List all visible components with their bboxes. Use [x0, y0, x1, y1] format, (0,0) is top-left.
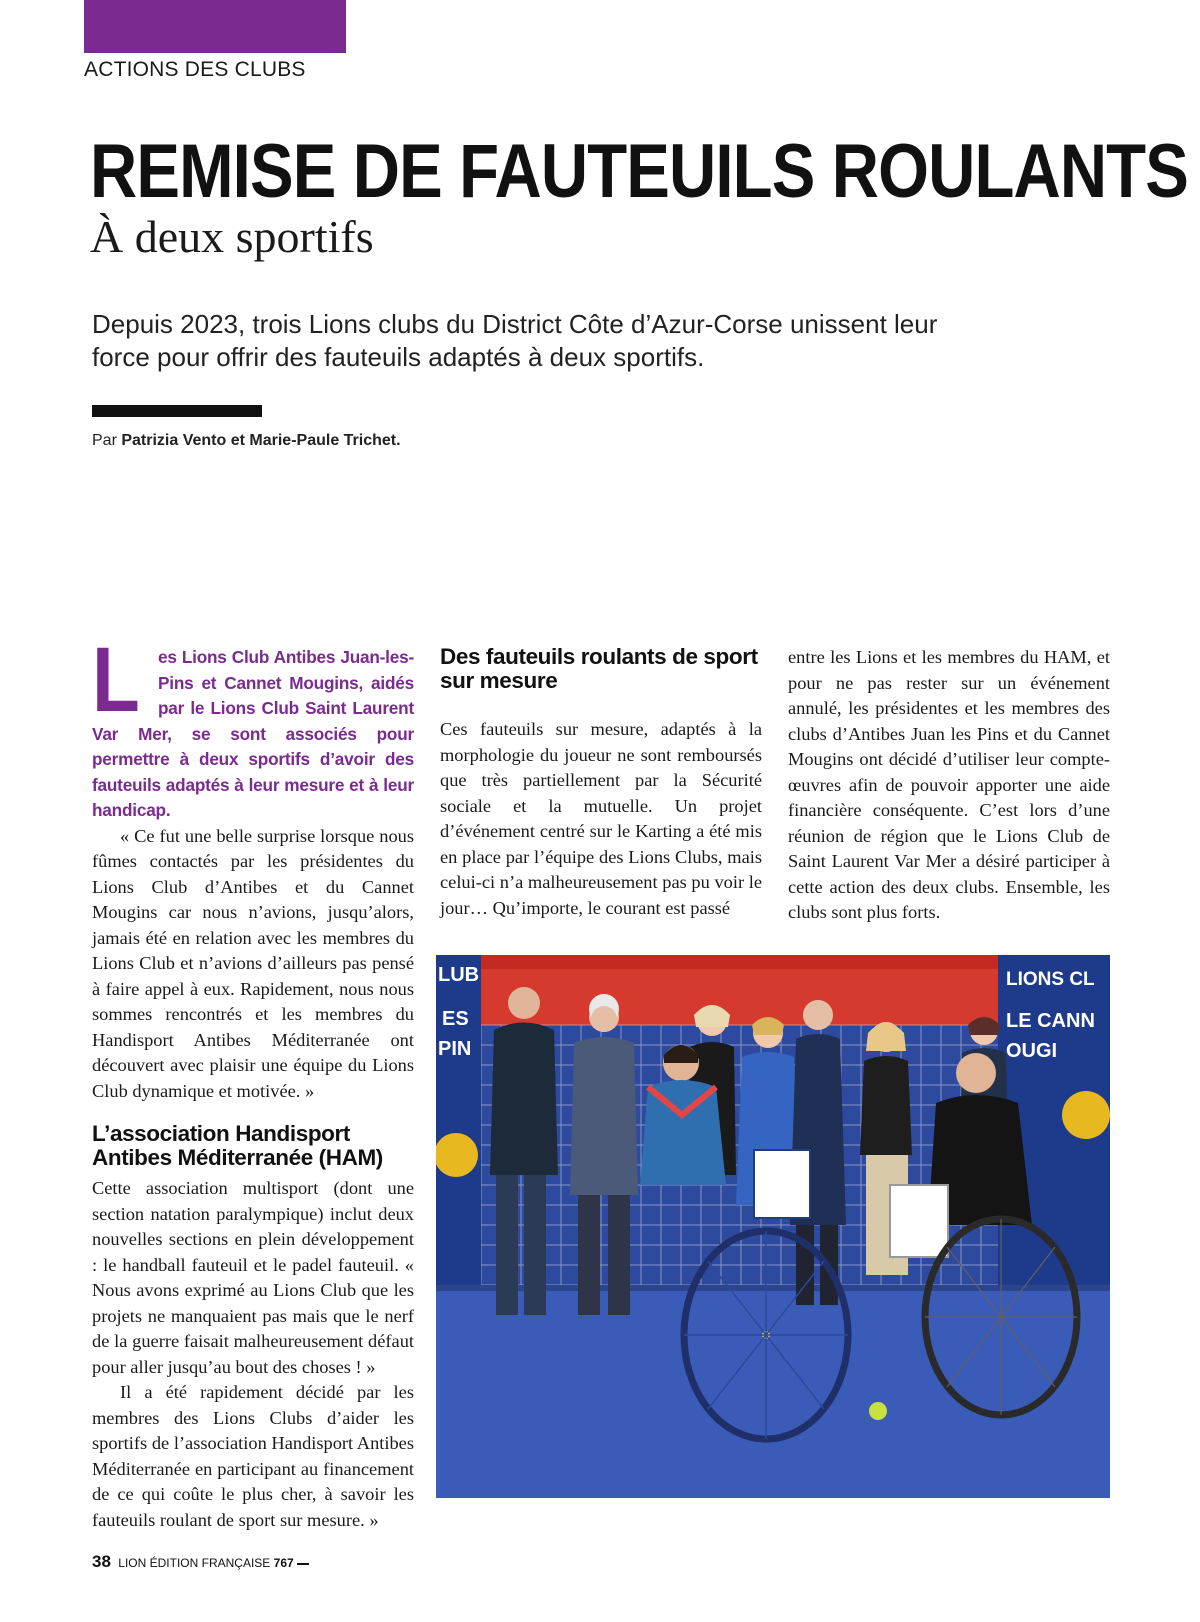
- body-paragraph: Ces fauteuils sur mesure, adaptés à la morphologie du joueur ne sont remboursés que très partiellement par la Sécurité sociale et la mutuelle. Un projet d’événement centré sur le Karting a été mis en place par l’équipe des Lions Clubs, mais celui-ci n’a malheureusement pas pu voir le jour… Qu’importe, le courant est passé: [440, 719, 762, 918]
- lions-emblem-icon: [436, 1133, 478, 1177]
- byline-authors: Patrizia Vento et Marie-Paule Trichet.: [121, 432, 401, 449]
- subheading-fauteuils: Des fauteuils roulants de sport sur mesure: [440, 644, 758, 693]
- banner-right-line-3: OUGI: [1006, 1040, 1058, 1062]
- pennant-icon: [754, 1150, 810, 1218]
- column-3: [788, 645, 1110, 926]
- article-lead: Depuis 2023, trois Lions clubs du District Côte d’Azur-Corse unissent leur force pour offrir des fauteuils adaptés à deux sportifs.: [92, 309, 938, 372]
- drop-cap: L: [92, 629, 140, 731]
- body-paragraph: « Ce fut une belle surprise lorsque nous fûmes contactés par les présidentes du Lions Club d’Antibes et du Cannet Mougins car nous n’avions, jusqu’alors, jamais été en relation avec les membres du Lions Club et n’avions d’ailleurs pas pensé à faire appel à eux. Rapidement, nous nous sommes rencontrés et les membres du Handisport Antibes Méditerranée ont découvert avec plaisir une équipe du Lions Club dynamique et motivée. »: [92, 825, 414, 1101]
- subheading-ham: L’association Handisport Antibes Méditerranée (HAM): [92, 1121, 383, 1170]
- issue-number: 767: [273, 1556, 294, 1570]
- intro-paragraph: [92, 629, 414, 824]
- body-paragraph: Cette association multisport (dont une section natation paralympique) inclut deux nouvelles sections en plein développement : le handball fauteuil et le padel fauteuil. « Nous avons exprimé au Lions Club que les projets ne manquaient pas mais que le nerf de la guerre faisait malheureusement défaut pour aller jusqu’au bout des choses ! »: [92, 1178, 414, 1377]
- page-footer: [92, 1552, 309, 1572]
- intro-text: es Lions Club Antibes Juan-les-Pins et Cannet Mougins, aidés par le Lions Club Saint Laurent Var Mer, se sont associés pour permettre à deux sportifs d’avoir des fauteuils adaptés à leur mesure et à leur handicap.: [92, 647, 414, 820]
- page-number: 38: [92, 1552, 111, 1571]
- lions-emblem-icon: [1062, 1091, 1110, 1139]
- article-subtitle: À deux sportifs: [90, 211, 374, 262]
- body-paragraph: Il a été rapidement décidé par les membres des Lions Clubs d’aider les sportifs de l’association Handisport Antibes Méditerranée en participant au financement de ce qui coûte le plus cher, à savoir les fauteuils roulant de sport sur mesure. »: [92, 1382, 414, 1530]
- footer-dash: [297, 1563, 309, 1565]
- section-label: ACTIONS DES CLUBS: [84, 58, 306, 81]
- section-color-bar: [84, 0, 346, 53]
- banner-left-line-2: ES: [442, 1008, 469, 1030]
- article-title: REMISE DE FAUTEUILS ROULANTS: [90, 129, 1188, 214]
- banner-right-line-1: LIONS CL: [1006, 969, 1095, 990]
- divider-rule: [92, 405, 262, 417]
- banner-left-line-3: PIN: [438, 1038, 472, 1060]
- pennant-icon: [890, 1185, 948, 1257]
- banner-left-line-1: LUB: [438, 964, 480, 986]
- column-1: [92, 629, 414, 1533]
- byline: [92, 432, 401, 450]
- body-paragraph: entre les Lions et les membres du HAM, et pour ne pas rester sur un événement annulé, les présidentes et les membres des clubs d’Antibes Juan les Pins et du Cannet Mougins ont décidé d’utiliser leur compte-œuvres afin de pouvoir apporter une aide financière conséquente. C’est lors d’une réunion de région que le Lions Club de Saint Laurent Var Mer a désiré participer à cette action des deux clubs. Ensemble, les clubs sont plus forts.: [788, 647, 1110, 922]
- byline-prefix: Par: [92, 432, 117, 449]
- article-photo: [436, 955, 1110, 1498]
- column-2: [440, 645, 762, 921]
- banner-right-line-2: LE CANN: [1006, 1010, 1095, 1032]
- publication-name: LION ÉDITION FRANÇAISE: [118, 1556, 271, 1570]
